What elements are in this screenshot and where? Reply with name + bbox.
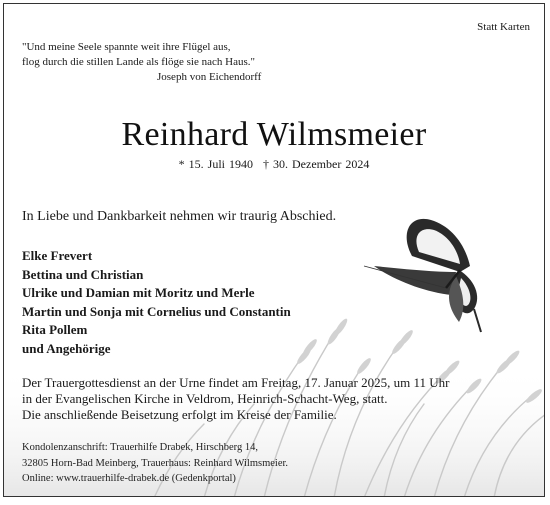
mourner-entry: Bettina und Christian [22, 266, 144, 282]
contact-line: Kondolenzanschrift: Trauerhilfe Drabek, Hirschberg 14, [22, 442, 258, 453]
obituary-card [3, 3, 545, 497]
poem-author: Joseph von Eichendorff [157, 71, 262, 83]
poem-line: "Und meine Seele spannte weit ihre Flügel aus, [22, 41, 231, 53]
deceased-name: Reinhard Wilmsmeier [121, 116, 427, 153]
statt-karten-note: Statt Karten [477, 21, 530, 33]
farewell-text: In Liebe und Dankbarkeit nehmen wir traurig Abschied. [22, 209, 337, 224]
birth-date: * 15. Juli 1940 [178, 157, 254, 171]
condolence-contact [22, 440, 288, 487]
life-dates [4, 157, 544, 172]
service-line: Der Trauergottesdienst an der Urne findet am Freitag, 17. Januar 2025, um 11 Uhr [22, 375, 450, 390]
funeral-service-info [22, 375, 449, 423]
mourner-entry: und Angehörige [22, 340, 111, 356]
obituary-content [4, 4, 544, 496]
contact-line: Online: www.trauerhilfe-drabek.de (Gedenkportal) [22, 473, 236, 484]
mourner-entry: Martin und Sonja mit Cornelius und Constantin [22, 303, 291, 319]
poem-quote [22, 40, 261, 85]
death-date: † 30. Dezember 2024 [263, 157, 370, 171]
mourners-list [22, 247, 291, 358]
mourner-entry: Ulrike und Damian mit Moritz und Merle [22, 285, 255, 300]
poem-line: flog durch die stillen Lande als flöge sie nach Haus." [22, 56, 255, 68]
mourner-entry: Elke Frevert [22, 248, 93, 263]
service-line: in der Evangelischen Kirche in Veldrom, Heinrich-Schacht-Weg, statt. [22, 391, 388, 406]
mourner-entry: Rita Pollem [22, 322, 88, 337]
contact-line: 32805 Horn-Bad Meinberg, Trauerhaus: Reinhard Wilmsmeier. [22, 457, 289, 469]
service-line: Die anschließende Beisetzung erfolgt im Kreise der Familie. [22, 407, 337, 422]
